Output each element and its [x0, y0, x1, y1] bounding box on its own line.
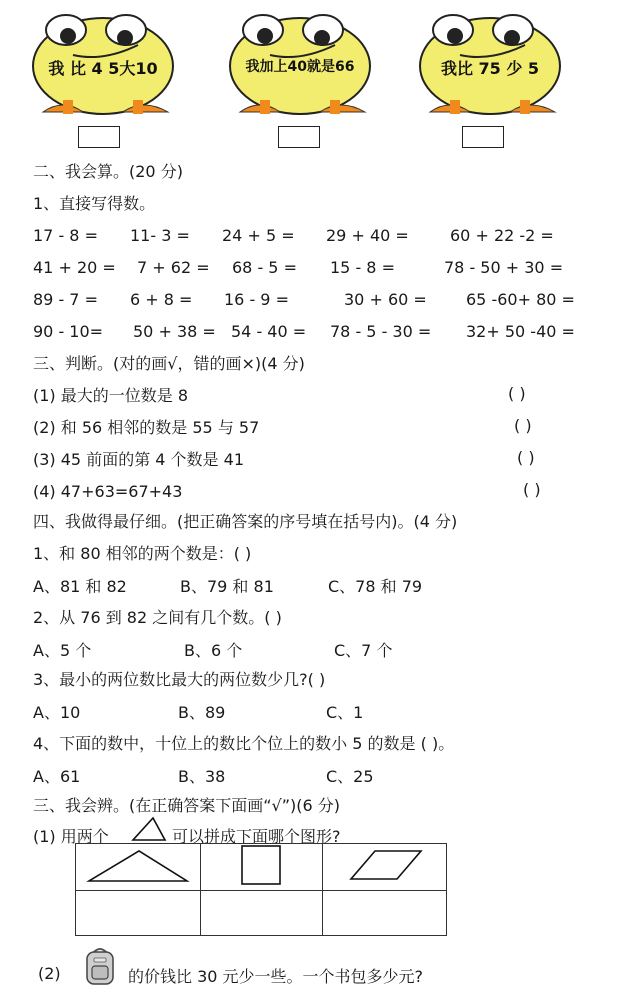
subheading-direct-answer: 1、直接写得数。	[33, 194, 156, 213]
section-heading-shapes: 三、我会辨。(在正确答案下面画“√”)(6 分)	[33, 796, 341, 815]
judge-item: (1) 最大的一位数是 8	[33, 386, 189, 405]
backpack-icon	[82, 946, 118, 986]
judge-item: (3) 45 前面的第 4 个数是 41	[33, 450, 244, 469]
choice-option[interactable]: A、81 和 82	[33, 577, 127, 596]
equation: 90 - 10=	[33, 322, 104, 341]
small-triangle-icon	[131, 816, 167, 842]
square-icon	[236, 844, 286, 886]
choice-question: 3、最小的两位数比最大的两位数少几?( )	[33, 670, 326, 689]
section-heading-judge: 三、判断。(对的画√，错的画×)(4 分)	[33, 354, 305, 373]
equation: 32+ 50 -40 =	[466, 322, 575, 341]
choice-option[interactable]: A、10	[33, 703, 81, 722]
choice-option[interactable]: C、78 和 79	[328, 577, 423, 596]
answer-cell-parallelogram[interactable]	[323, 891, 447, 936]
equation: 16 - 9 =	[224, 290, 289, 309]
equation: 65 -60+ 80 =	[466, 290, 575, 309]
shape-choice-table	[75, 843, 447, 936]
answer-box-2[interactable]	[278, 126, 320, 148]
choice-option[interactable]: B、79 和 81	[180, 577, 274, 596]
choice-option[interactable]: C、7 个	[334, 641, 393, 660]
choice-option[interactable]: A、5 个	[33, 641, 92, 660]
shape-cell-triangle	[76, 844, 201, 891]
shape-question-prefix: (1) 用两个	[33, 827, 109, 846]
equation: 6 + 8 =	[130, 290, 193, 309]
answer-paren[interactable]: ( )	[508, 384, 526, 403]
equation: 50 + 38 =	[133, 322, 216, 341]
equation: 15 - 8 =	[330, 258, 395, 277]
answer-box-1[interactable]	[78, 126, 120, 148]
choice-question: 2、从 76 到 82 之间有几个数。( )	[33, 608, 282, 627]
judge-item: (4) 47+63=67+43	[33, 482, 183, 501]
equation: 78 - 50 + 30 =	[444, 258, 564, 277]
section-heading-choice: 四、我做得最仔细。(把正确答案的序号填在括号内)。(4 分)	[33, 512, 458, 531]
choice-option[interactable]: B、38	[178, 767, 226, 786]
frog-text-2: 我加上40就是66	[245, 59, 355, 75]
equation: 29 + 40 =	[326, 226, 409, 245]
large-triangle-icon	[83, 845, 193, 885]
equation: 89 - 7 =	[33, 290, 98, 309]
choice-question: 1、和 80 相邻的两个数是：( )	[33, 544, 252, 563]
shape-cell-parallelogram	[323, 844, 447, 891]
answer-paren[interactable]: ( )	[517, 448, 535, 467]
choice-option[interactable]: B、6 个	[184, 641, 243, 660]
equation: 17 - 8 =	[33, 226, 98, 245]
frog-text-1: 我 比 4 5大10	[48, 59, 158, 78]
frog-text-3: 我比 75 少 5	[440, 59, 540, 78]
equation: 7 + 62 =	[137, 258, 210, 277]
equation: 60 + 22 -2 =	[450, 226, 554, 245]
price-question-prefix: (2)	[38, 964, 61, 983]
equation: 41 + 20 =	[33, 258, 116, 277]
equation: 54 - 40 =	[231, 322, 307, 341]
answer-cell-square[interactable]	[200, 891, 323, 936]
equation: 30 + 60 =	[344, 290, 427, 309]
shape-question-suffix: 可以拼成下面哪个图形?	[172, 827, 341, 846]
equation: 68 - 5 =	[232, 258, 297, 277]
equation: 24 + 5 =	[222, 226, 295, 245]
choice-option[interactable]: A、61	[33, 767, 81, 786]
equation: 78 - 5 - 30 =	[330, 322, 432, 341]
choice-option[interactable]: C、25	[326, 767, 374, 786]
answer-paren[interactable]: ( )	[523, 480, 541, 499]
choice-option[interactable]: C、1	[326, 703, 364, 722]
answer-paren[interactable]: ( )	[514, 416, 532, 435]
section-heading-calc: 二、我会算。(20 分)	[33, 162, 183, 181]
judge-item: (2) 和 56 相邻的数是 55 与 57	[33, 418, 260, 437]
price-question-suffix: 的价钱比 30 元少一些。一个书包多少元?	[128, 967, 424, 986]
shape-cell-square	[200, 844, 323, 891]
answer-box-3[interactable]	[462, 126, 504, 148]
parallelogram-icon	[345, 845, 425, 885]
equation: 11- 3 =	[130, 226, 190, 245]
choice-option[interactable]: B、89	[178, 703, 226, 722]
choice-question: 4、下面的数中，十位上的数比个位上的数小 5 的数是 ( )。	[33, 734, 455, 753]
answer-cell-triangle[interactable]	[76, 891, 201, 936]
